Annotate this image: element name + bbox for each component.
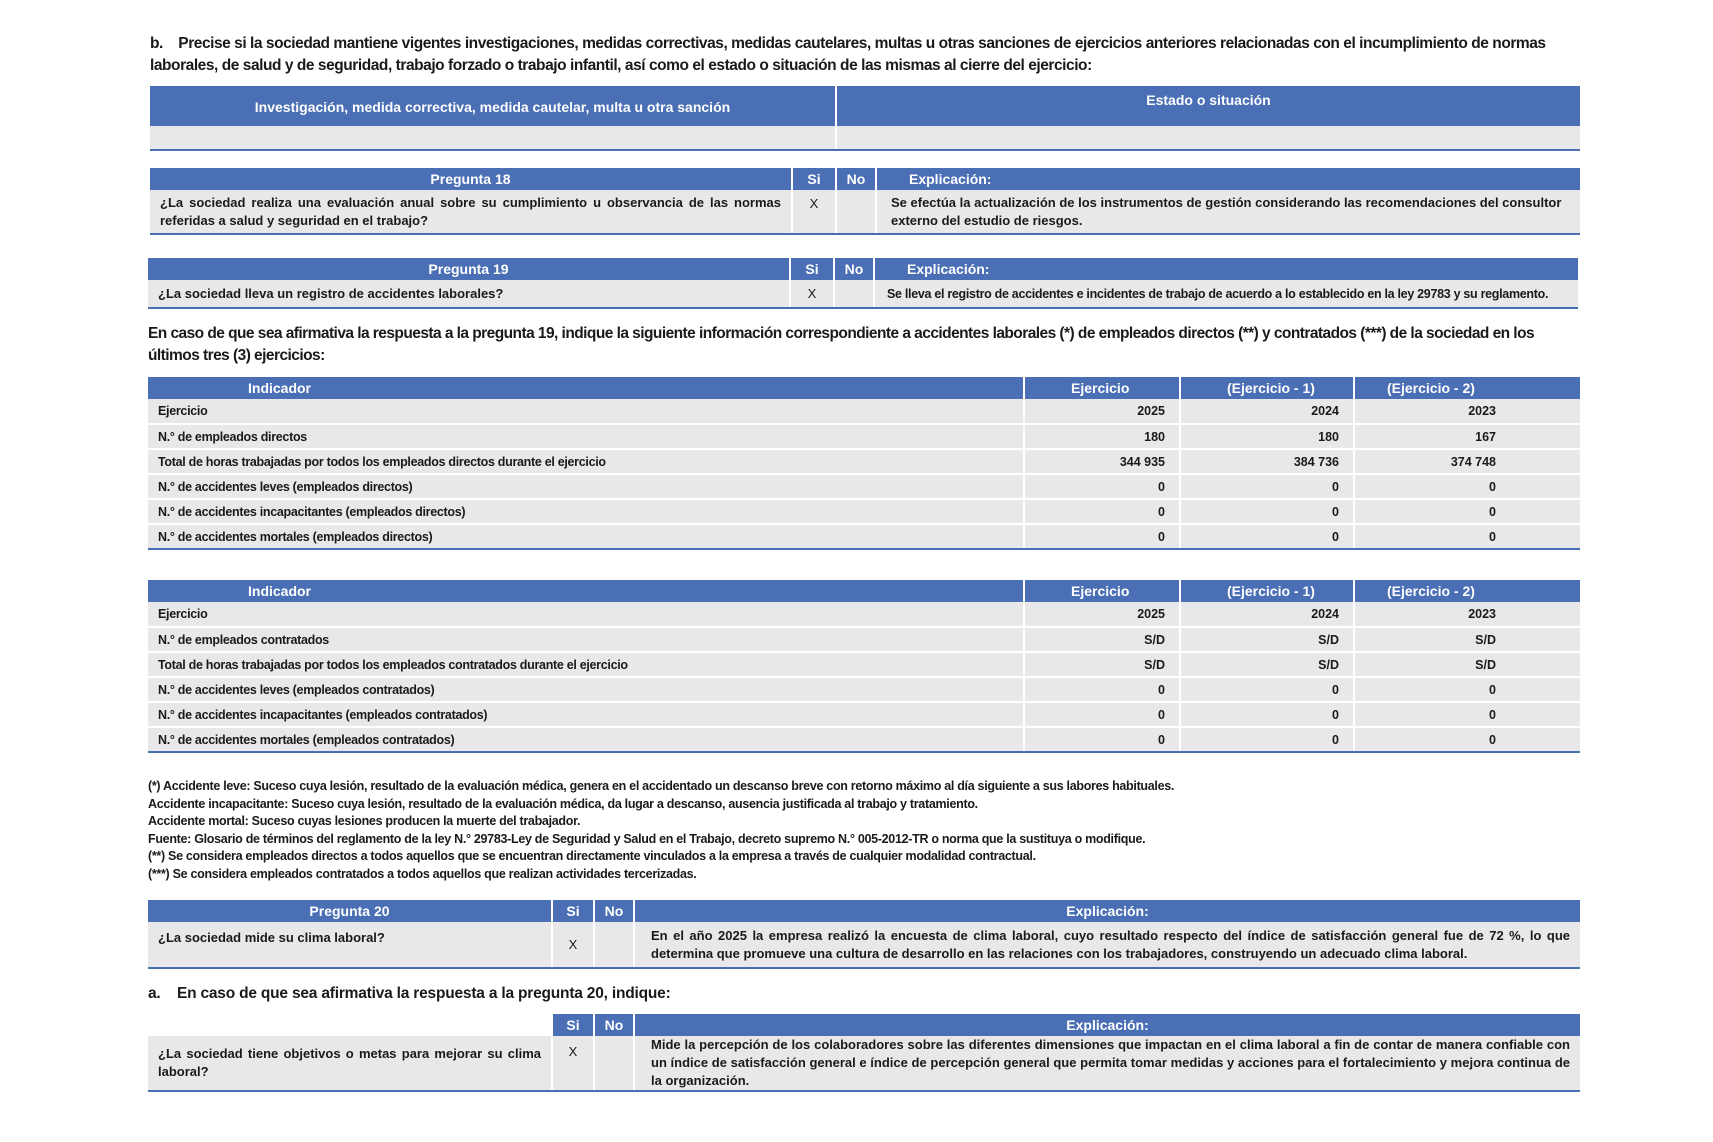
direct-row (148, 499, 1580, 524)
direct-value-cell: 0 (1180, 524, 1354, 549)
direct-col-ejercicio: Ejercicio (1024, 377, 1180, 399)
contract-value-cell: S/D (1180, 627, 1354, 652)
status-cell (836, 126, 1580, 150)
contract-value-cell: 2024 (1180, 602, 1354, 627)
contract-value-cell: 0 (1180, 702, 1354, 727)
contract-col-ejercicio-2: (Ejercicio - 2) (1354, 580, 1580, 602)
q19-no-mark (834, 280, 874, 308)
footnote-directos: (**) Se considera empleados directos a todos aquellos que se encuentran directamente vinculados a la empresa a través de cualquier modalidad contractual. (148, 849, 1036, 863)
contracted-employees-table (148, 580, 1580, 753)
q20a-question: ¿La sociedad tiene objetivos o metas para mejorar su clima laboral? (148, 1036, 552, 1091)
direct-value-cell: 2025 (1024, 399, 1180, 424)
direct-value-cell: 0 (1180, 499, 1354, 524)
direct-employees-table (148, 377, 1580, 550)
q20a-no-mark (594, 1036, 634, 1091)
col-status: Estado o situación (836, 86, 1580, 126)
q18-header: Pregunta 18 (150, 168, 792, 190)
q20-explanation: En el año 2025 la empresa realizó la encuesta de clima laboral, cuyo resultado respecto del índice de satisfacción general fue de 72 %, lo que determina que promueve una cultura de desarrollo en las relaciones con los trabajadores, construyendo un adecuado clima laboral. (634, 922, 1580, 968)
contract-row (148, 677, 1580, 702)
contract-value-cell: S/D (1180, 652, 1354, 677)
contract-row (148, 602, 1580, 627)
direct-row (148, 474, 1580, 499)
q20-question: ¿La sociedad mide su clima laboral? (148, 922, 552, 968)
q20-header: Pregunta 20 (148, 900, 552, 922)
q20a-table (148, 1014, 1580, 1092)
q18-table (150, 168, 1580, 235)
q20-no-header: No (594, 900, 634, 922)
direct-value-cell: 167 (1354, 424, 1580, 449)
direct-indicator-cell: N.° de accidentes incapacitantes (empleados directos) (148, 499, 1024, 524)
direct-value-cell: 2024 (1180, 399, 1354, 424)
contract-value-cell: S/D (1024, 627, 1180, 652)
contract-col-ejercicio-1: (Ejercicio - 1) (1180, 580, 1354, 602)
direct-value-cell: 0 (1354, 524, 1580, 549)
contract-value-cell: 2025 (1024, 602, 1180, 627)
contract-value-cell: 0 (1024, 727, 1180, 752)
contract-col-ejercicio: Ejercicio (1024, 580, 1180, 602)
contract-row (148, 652, 1580, 677)
direct-value-cell: 180 (1180, 424, 1354, 449)
q20a-exp-header: Explicación: (634, 1014, 1580, 1036)
q19-explanation: Se lleva el registro de accidentes e incidentes de trabajo de acuerdo a lo establecido en la ley 29783 y su reglamento. (874, 280, 1578, 308)
direct-col-ejercicio-2: (Ejercicio - 2) (1354, 377, 1580, 399)
q20a-explanation: Mide la percepción de los colaboradores sobre las diferentes dimensiones que impactan en el clima laboral a fin de contar de manera confiable con un índice de satisfacción general e índice de percepción general que permita tomar medidas y acciones para el fortalecimiento y mejora continua de la organización. (634, 1036, 1580, 1091)
direct-value-cell: 0 (1354, 474, 1580, 499)
q20a-si-header: Si (552, 1014, 594, 1036)
q19-exp-header: Explicación: (874, 258, 1578, 280)
section-a-text: a. En caso de que sea afirmativa la respuesta a la pregunta 20, indique: (148, 985, 671, 1002)
contract-value-cell: 0 (1180, 677, 1354, 702)
contract-value-cell: S/D (1354, 627, 1580, 652)
q20a-header (148, 1014, 552, 1036)
direct-value-cell: 2023 (1354, 399, 1580, 424)
direct-value-cell: 374 748 (1354, 449, 1580, 474)
direct-indicator-cell: N.° de accidentes leves (empleados directos) (148, 474, 1024, 499)
q20a-no-header: No (594, 1014, 634, 1036)
footnote-fuente: Fuente: Glosario de términos del reglamento de la ley N.° 29783-Ley de Seguridad y Salud en el Trabajo, decreto supremo N.° 005-2012-TR o norma que la sustituya o modifique. (148, 831, 1146, 846)
q19-no-header: No (834, 258, 874, 280)
direct-value-cell: 0 (1180, 474, 1354, 499)
direct-indicator-cell: N.° de empleados directos (148, 424, 1024, 449)
contract-value-cell: S/D (1024, 652, 1180, 677)
q18-no-mark (836, 190, 876, 234)
footnote-incapacitante: Accidente incapacitante: Suceso cuya lesión, resultado de la evaluación médica, da lugar a descanso, ausencia justificada al trabajo y tratamiento. (148, 796, 978, 811)
contract-row (148, 702, 1580, 727)
contract-row (148, 727, 1580, 752)
q20-si-mark: X (552, 922, 594, 968)
direct-row (148, 524, 1580, 549)
q19-question: ¿La sociedad lleva un registro de accidentes laborales? (148, 280, 790, 308)
contract-indicator-cell: N.° de accidentes incapacitantes (empleados contratados) (148, 702, 1024, 727)
contract-value-cell: 0 (1354, 727, 1580, 752)
footnote-mortal: Accidente mortal: Suceso cuyas lesiones producen la muerte del trabajador. (148, 814, 581, 828)
intro-q19: En caso de que sea afirmativa la respuesta a la pregunta 19, indique la siguiente información correspondiente a accidentes laborales (*) de empleados directos (**) y contratados (***) de la sociedad en los últimos tres (3) ejercicios: (148, 325, 1535, 364)
direct-value-cell: 180 (1024, 424, 1180, 449)
contract-value-cell: 0 (1180, 727, 1354, 752)
direct-value-cell: 0 (1024, 499, 1180, 524)
contract-row (148, 627, 1580, 652)
contract-value-cell: 0 (1354, 702, 1580, 727)
q19-header: Pregunta 19 (148, 258, 790, 280)
q20-table (148, 900, 1580, 969)
q20-si-header: Si (552, 900, 594, 922)
col-investigation: Investigación, medida correctiva, medida cautelar, multa u otra sanción (150, 86, 836, 126)
direct-indicator-cell: Total de horas trabajadas por todos los empleados directos durante el ejercicio (148, 449, 1024, 474)
q18-si-mark: X (792, 190, 836, 234)
sanctions-table (150, 86, 1580, 151)
direct-value-cell: 0 (1024, 474, 1180, 499)
direct-col-indicator: Indicador (148, 377, 1024, 399)
q19-table (148, 258, 1578, 309)
direct-row (148, 399, 1580, 424)
section-b-text: b. Precise si la sociedad mantiene vigentes investigaciones, medidas correctivas, medidas cautelares, multas u otras sanciones de ejercicios anteriores relacionadas con el incumplimiento de normas laborales, de salud y de seguridad, trabajo forzado o trabajo infantil, así como el estado o situación de las mismas al cierre del ejercicio: (150, 35, 1546, 74)
q20-no-mark (594, 922, 634, 968)
direct-row (148, 449, 1580, 474)
direct-value-cell: 0 (1354, 499, 1580, 524)
direct-row (148, 424, 1580, 449)
contract-indicator-cell: Ejercicio (148, 602, 1024, 627)
q20-exp-header: Explicación: (634, 900, 1580, 922)
contract-value-cell: 0 (1354, 677, 1580, 702)
q18-exp-header: Explicación: (876, 168, 1580, 190)
contract-value-cell: 0 (1024, 677, 1180, 702)
footnote-contratados: (***) Se considera empleados contratados a todos aquellos que realizan actividades tercerizadas. (148, 866, 697, 881)
contract-value-cell: 0 (1024, 702, 1180, 727)
q19-si-header: Si (790, 258, 834, 280)
contract-value-cell: S/D (1354, 652, 1580, 677)
q18-question: ¿La sociedad realiza una evaluación anual sobre su cumplimiento u observancia de las normas referidas a salud y seguridad en el trabajo? (150, 190, 792, 234)
q18-explanation: Se efectúa la actualización de los instrumentos de gestión considerando las recomendaciones del consultor externo del estudio de riesgos. (876, 190, 1580, 234)
contract-indicator-cell: Total de horas trabajadas por todos los empleados contratados durante el ejercicio (148, 652, 1024, 677)
contract-indicator-cell: N.° de accidentes mortales (empleados contratados) (148, 727, 1024, 752)
q18-no-header: No (836, 168, 876, 190)
footnote-leve: (*) Accidente leve: Suceso cuya lesión, resultado de la evaluación médica, genera en el accidentado un descanso breve con retorno máximo al día siguiente a sus labores habituales. (148, 779, 1175, 793)
contract-col-indicator: Indicador (148, 580, 1024, 602)
contract-value-cell: 2023 (1354, 602, 1580, 627)
direct-value-cell: 384 736 (1180, 449, 1354, 474)
direct-value-cell: 0 (1024, 524, 1180, 549)
direct-col-ejercicio-1: (Ejercicio - 1) (1180, 377, 1354, 399)
footnotes (148, 778, 1580, 883)
contract-indicator-cell: N.° de accidentes leves (empleados contratados) (148, 677, 1024, 702)
q20a-si-mark: X (552, 1036, 594, 1091)
contract-indicator-cell: N.° de empleados contratados (148, 627, 1024, 652)
investigation-cell (150, 126, 836, 150)
direct-indicator-cell: Ejercicio (148, 399, 1024, 424)
direct-value-cell: 344 935 (1024, 449, 1180, 474)
q19-si-mark: X (790, 280, 834, 308)
direct-indicator-cell: N.° de accidentes mortales (empleados directos) (148, 524, 1024, 549)
q18-si-header: Si (792, 168, 836, 190)
